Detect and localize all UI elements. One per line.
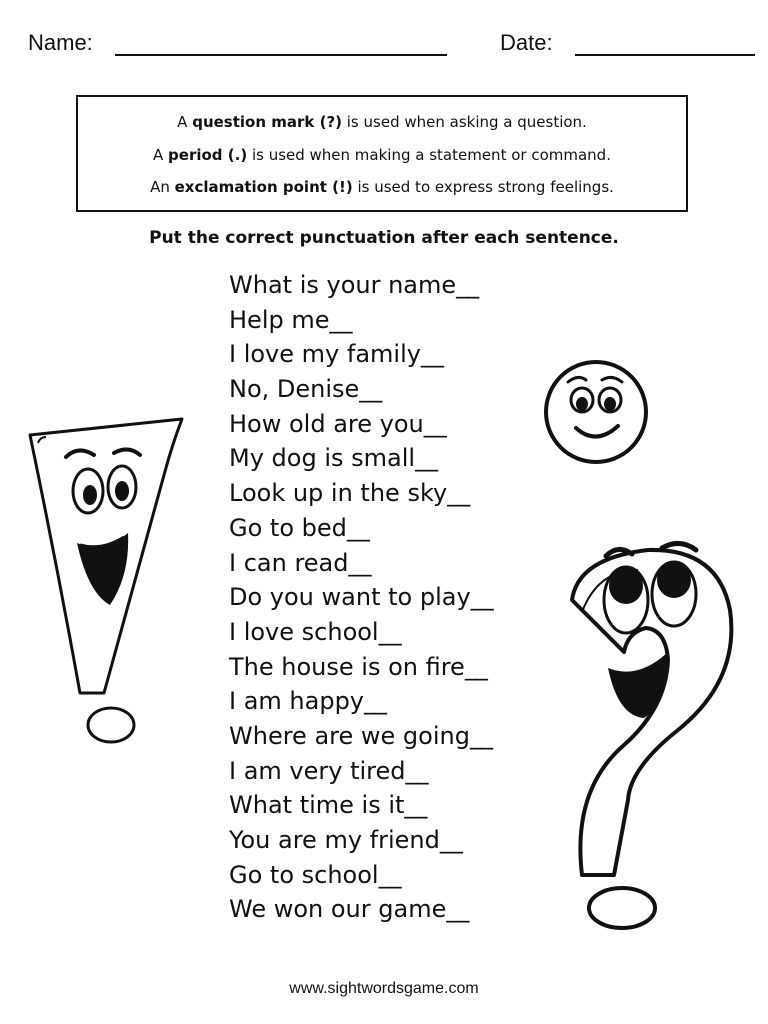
answer-blank[interactable]: __ bbox=[364, 687, 387, 716]
answer-blank[interactable]: __ bbox=[439, 826, 462, 854]
answer-blank[interactable]: __ bbox=[447, 479, 470, 508]
sentence-text: Do you want to play bbox=[229, 583, 471, 612]
answer-blank[interactable]: __ bbox=[469, 721, 492, 750]
answer-blank[interactable]: __ bbox=[329, 305, 352, 334]
sentence-item bbox=[229, 337, 493, 372]
sentence-text: I can read bbox=[229, 548, 349, 577]
sentence-item bbox=[229, 892, 493, 927]
sentence-item bbox=[229, 719, 493, 754]
name-label: Name: bbox=[28, 30, 93, 55]
answer-blank[interactable]: __ bbox=[346, 513, 369, 542]
sentence-item bbox=[229, 684, 493, 719]
sentence-text: Look up in the sky bbox=[229, 479, 448, 508]
sentence-item bbox=[229, 511, 493, 546]
sentence-item bbox=[229, 303, 493, 338]
question-mark-character-icon bbox=[558, 540, 748, 940]
date-line[interactable] bbox=[575, 54, 755, 56]
rule-question-mark: A question mark (?) is used when asking a question. bbox=[177, 113, 587, 131]
rule-period: A period (.) is used when making a statement or command. bbox=[153, 146, 611, 164]
answer-blank[interactable]: __ bbox=[405, 756, 428, 785]
answer-blank[interactable]: __ bbox=[464, 652, 487, 681]
sentence-text: My dog is small bbox=[229, 444, 416, 473]
smiley-face-icon bbox=[542, 358, 652, 466]
sentence-text: Where are we going bbox=[229, 721, 470, 750]
answer-blank[interactable]: __ bbox=[348, 548, 371, 577]
rule-term: period (.) bbox=[168, 146, 248, 164]
answer-blank[interactable]: __ bbox=[470, 583, 493, 612]
sentence-text: The house is on fire bbox=[229, 652, 465, 681]
answer-blank[interactable]: __ bbox=[456, 271, 479, 299]
sentence-item bbox=[229, 476, 493, 511]
answer-blank[interactable]: __ bbox=[378, 860, 401, 889]
sentence-text: Help me bbox=[229, 305, 330, 334]
sentence-text: What time is it bbox=[229, 791, 405, 820]
sentence-item bbox=[229, 650, 493, 685]
sentence-item bbox=[229, 615, 493, 650]
sentence-item bbox=[229, 754, 493, 789]
sentence-item bbox=[229, 372, 493, 407]
sentence-item bbox=[229, 858, 493, 893]
answer-blank[interactable]: __ bbox=[359, 375, 382, 404]
sentence-text: Go to bed bbox=[229, 513, 347, 542]
date-label: Date: bbox=[500, 30, 553, 55]
sentence-item bbox=[229, 823, 493, 858]
answer-blank[interactable]: __ bbox=[415, 444, 438, 473]
sentence-text: I love my family bbox=[229, 340, 421, 369]
exclamation-mark-character-icon bbox=[22, 415, 192, 750]
answer-blank[interactable]: __ bbox=[404, 791, 427, 820]
sentence-text: No, Denise bbox=[229, 375, 360, 404]
sentence-text: I love school bbox=[229, 617, 379, 646]
sentence-item bbox=[229, 546, 493, 581]
answer-blank[interactable]: __ bbox=[378, 617, 401, 646]
sentence-text: I am happy bbox=[229, 687, 365, 716]
sentence-item bbox=[229, 441, 493, 476]
sentence-text: Go to school bbox=[229, 860, 379, 889]
sentence-text: We won our game bbox=[229, 895, 447, 924]
answer-blank[interactable]: __ bbox=[446, 895, 469, 924]
instruction: Put the correct punctuation after each sentence. bbox=[149, 228, 619, 248]
sentence-list bbox=[229, 268, 493, 927]
rule-term: exclamation point (!) bbox=[174, 178, 353, 196]
footer-website: www.sightwordsgame.com bbox=[289, 980, 479, 997]
sentence-text: How old are you bbox=[229, 409, 424, 438]
name-line[interactable] bbox=[115, 54, 447, 56]
sentence-item bbox=[229, 788, 493, 823]
rule-term: question mark (?) bbox=[192, 113, 342, 131]
sentence-text: I am very tired bbox=[229, 756, 406, 785]
sentence-text: What is your name bbox=[229, 271, 457, 299]
sentence-item bbox=[229, 268, 493, 303]
answer-blank[interactable]: __ bbox=[420, 340, 443, 369]
sentence-item bbox=[229, 407, 493, 442]
rules-box bbox=[76, 95, 688, 212]
sentence-text: You are my friend bbox=[229, 826, 440, 854]
rule-exclamation-point: An exclamation point (!) is used to express strong feelings. bbox=[150, 178, 614, 196]
answer-blank[interactable]: __ bbox=[423, 409, 446, 438]
sentence-item bbox=[229, 580, 493, 615]
